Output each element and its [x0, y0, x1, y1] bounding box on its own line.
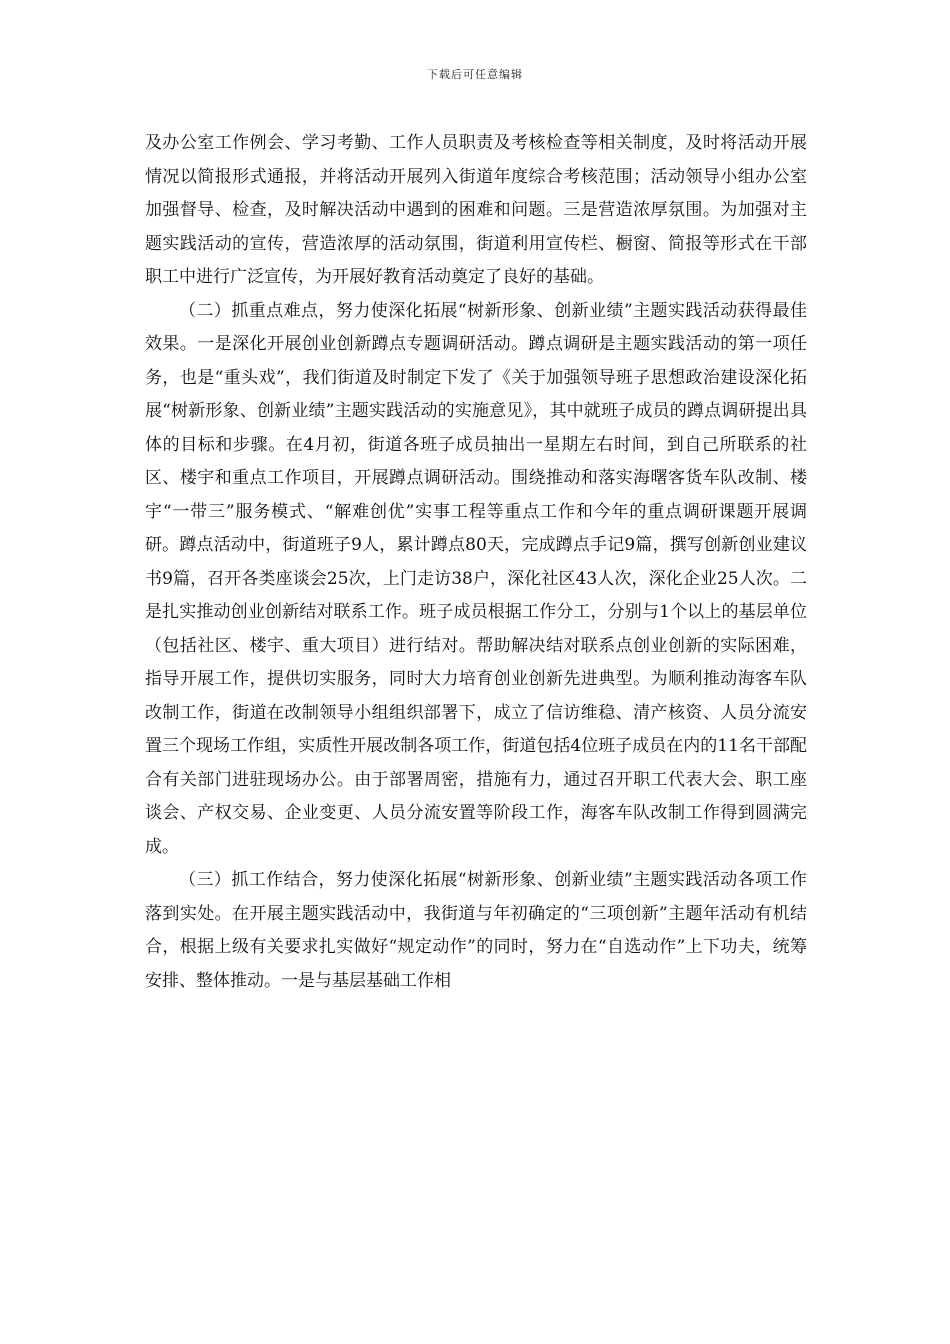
paragraph-section-2: （二）抓重点难点，努力使深化拓展“树新形象、创新业绩”主题实践活动获得最佳效果。一是深化开展创业创新蹲点专题调研活动。蹲点调研是主题实践活动的第一项任务，也是“重头戏”，我们街道及时制定下发了《关于加强领导班子思想政治建设深化拓展“树新形象、创新业绩”主题实践活动的实施意见》，其中就班子成员的蹲点调研提出具体的目标和步骤。在4月初，街道各班子成员抽出一星期左右时间，到自己所联系的社区、楼宇和重点工作项目，开展蹲点调研活动。围绕推动和落实海曙客货车队改制、楼宇“一带三”服务模式、“解难创优”实事工程等重点工作和今年的重点调研课题开展调研。蹲点活动中，街道班子9人，累计蹲点80天，完成蹲点手记9篇，撰写创新创业建议书9篇，召开各类座谈会25次，上门走访38户，深化社区43人次，深化企业25人次。二是扎实推动创业创新结对联系工作。班子成员根据工作分工，分别与1个以上的基层单位（包括社区、楼宇、重大项目）进行结对。帮助解决结对联系点创业创新的实际困难，指导开展工作，提供切实服务，同时大力培育创业创新先进典型。为顺利推动海客车队改制工作，街道在改制领导小组组织部署下，成立了信访维稳、清产核资、人员分流安置三个现场工作组，实质性开展改制各项工作，街道包括4位班子成员在内的11名干部配合有关部门进驻现场办公。由于部署周密，措施有力，通过召开职工代表大会、职工座谈会、产权交易、企业变更、人员分流安置等阶段工作，海客车队改制工作得到圆满完成。	[145, 300, 807, 857]
paragraph-section-3: （三）抓工作结合，努力使深化拓展“树新形象、创新业绩”主题实践活动各项工作落到实处。在开展主题实践活动中，我街道与年初确定的“三项创新”主题年活动有机结合，根据上级有关要求扎实做好“规定动作”的同时，努力在“自选动作”上下功夫，统筹安排、整体推动。一是与基层基础工作相	[145, 870, 807, 991]
document-body	[145, 127, 807, 998]
paragraph-continuation: 及办公室工作例会、学习考勤、工作人员职责及考核检查等相关制度，及时将活动开展情况以简报形式通报，并将活动开展列入街道年度综合考核范围；活动领导小组办公室加强督导、检查，及时解决活动中遇到的困难和问题。三是营造浓厚氛围。为加强对主题实践活动的宣传，营造浓厚的活动氛围，街道利用宣传栏、橱窗、简报等形式在干部职工中进行广泛宣传，为开展好教育活动奠定了良好的基础。	[145, 133, 807, 287]
page-header: 下载后可任意编辑	[427, 68, 523, 81]
